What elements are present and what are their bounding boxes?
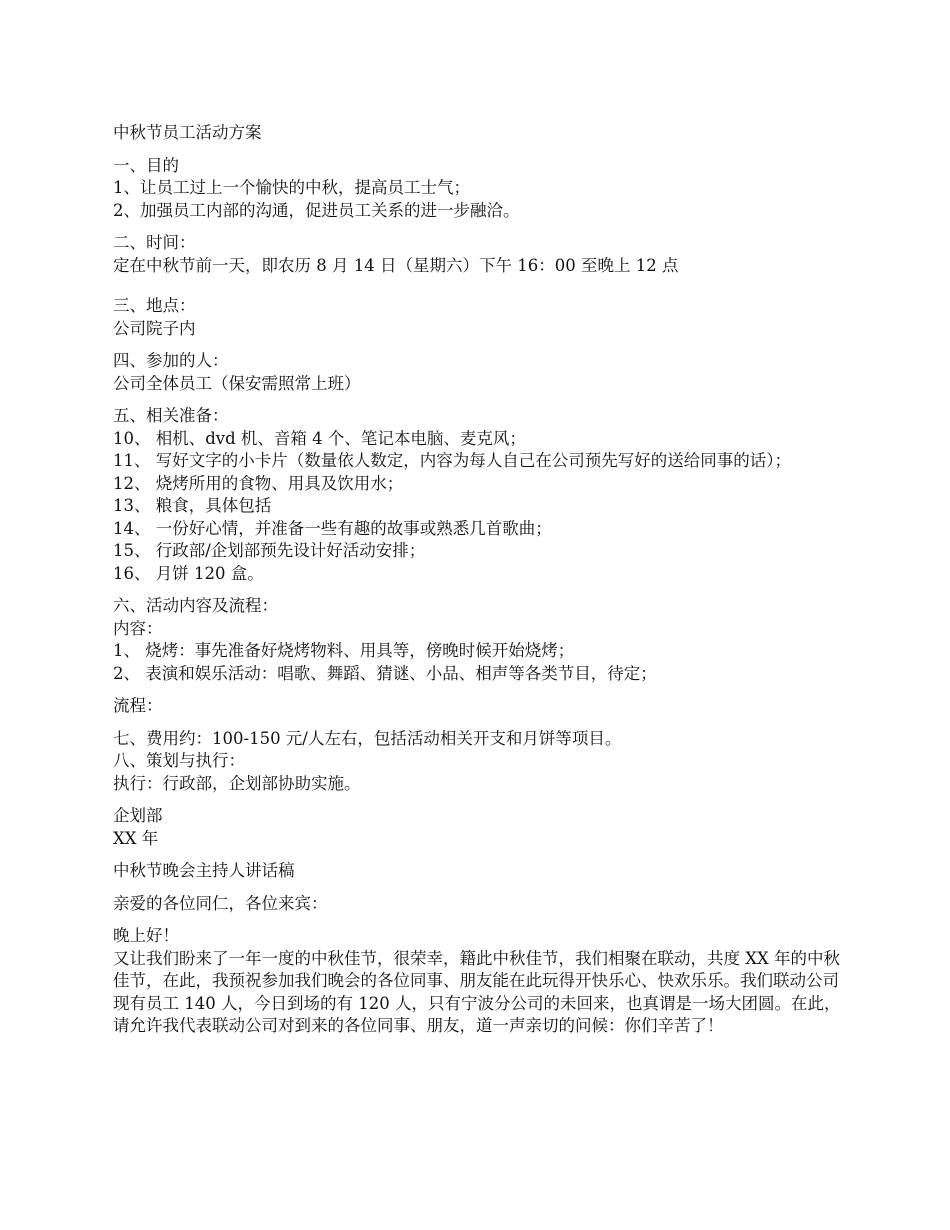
signature-dept: 企划部 (113, 806, 163, 825)
section-1-heading: 一、目的 (113, 155, 179, 175)
section-6-content-label: 内容： (113, 618, 163, 638)
section-2-text: 定在中秋节前一天，即农历 8 月 14 日（星期六）下午 16：00 至晚上 12 点 (113, 255, 679, 275)
speech-greeting: 亲爱的各位同仁，各位来宾： (113, 893, 328, 913)
section-6-heading: 六、活动内容及流程： (113, 596, 278, 615)
section-6-process-label: 流程： (113, 696, 163, 715)
section-5-item: 10、 相机、dvd 机、音箱 4 个、笔记本电脑、麦克风； (113, 428, 526, 448)
section-5-item: 13、 粮食，具体包括 (113, 496, 272, 515)
section-6-item: 2、 表演和娱乐活动：唱歌、舞蹈、猜谜、小品、相声等各类节目，待定； (113, 663, 657, 683)
section-5-item: 15、 行政部/企划部预先设计好活动安排； (113, 541, 426, 560)
section-5-item: 16、 月饼 120 盒。 (113, 563, 264, 583)
section-5-item: 14、 一份好心情，并准备一些有趣的故事或熟悉几首歌曲； (113, 518, 552, 538)
speech-hello: 晚上好！ (113, 926, 179, 945)
section-8-text: 执行：行政部，企划部协助实施。 (113, 773, 361, 793)
speech-title: 中秋节晚会主持人讲话稿 (113, 861, 295, 880)
section-3-heading: 三、地点： (113, 296, 196, 315)
section-3-text: 公司院子内 (113, 318, 196, 338)
section-6-item: 1、 烧烤：事先准备好烧烤物料、用具等，傍晚时候开始烧烤； (113, 641, 575, 660)
document-page (113, 122, 843, 1038)
section-8-heading: 八、策划与执行： (113, 751, 245, 770)
section-4-heading: 四、参加的人： (113, 351, 229, 370)
section-4-text: 公司全体员工（保安需照常上班） (113, 373, 361, 393)
section-1-item: 1、让员工过上一个愉快的中秋，提高员工士气； (113, 178, 470, 197)
section-1-item: 2、加强员工内部的沟通，促进员工关系的进一步融洽。 (113, 200, 520, 220)
section-5-item: 12、 烧烤所用的食物、用具及饮用水； (113, 473, 404, 493)
signature-year: XX 年 (113, 828, 159, 848)
section-5-heading: 五、相关准备： (113, 406, 229, 425)
speech-body: 又让我们盼来了一年一度的中秋佳节，很荣幸，籍此中秋佳节，我们相聚在联动，共度 XX 年的中秋佳节，在此，我预祝参加我们晚会的各位同事、朋友能在此玩得开快乐心、快欢乐乐。我们联动公司现有员工 140 人，今日到场的有 120 人，只有宁波分公司的未回来，也真谓是一场大团圆。在此，请允许我代表联动公司对到来的各位同事、朋友，道一声亲切的问候：你们辛苦了！ (113, 948, 841, 1035)
doc-title: 中秋节员工活动方案 (113, 123, 262, 142)
section-5-item: 11、 写好文字的小卡片（数量依人数定，内容为每人自己在公司预先写好的送给同事的话）； (113, 451, 791, 470)
section-7-text: 七、费用约：100-150 元/人左右，包括活动相关开支和月饼等项目。 (113, 728, 622, 748)
section-2-heading: 二、时间： (113, 233, 196, 252)
